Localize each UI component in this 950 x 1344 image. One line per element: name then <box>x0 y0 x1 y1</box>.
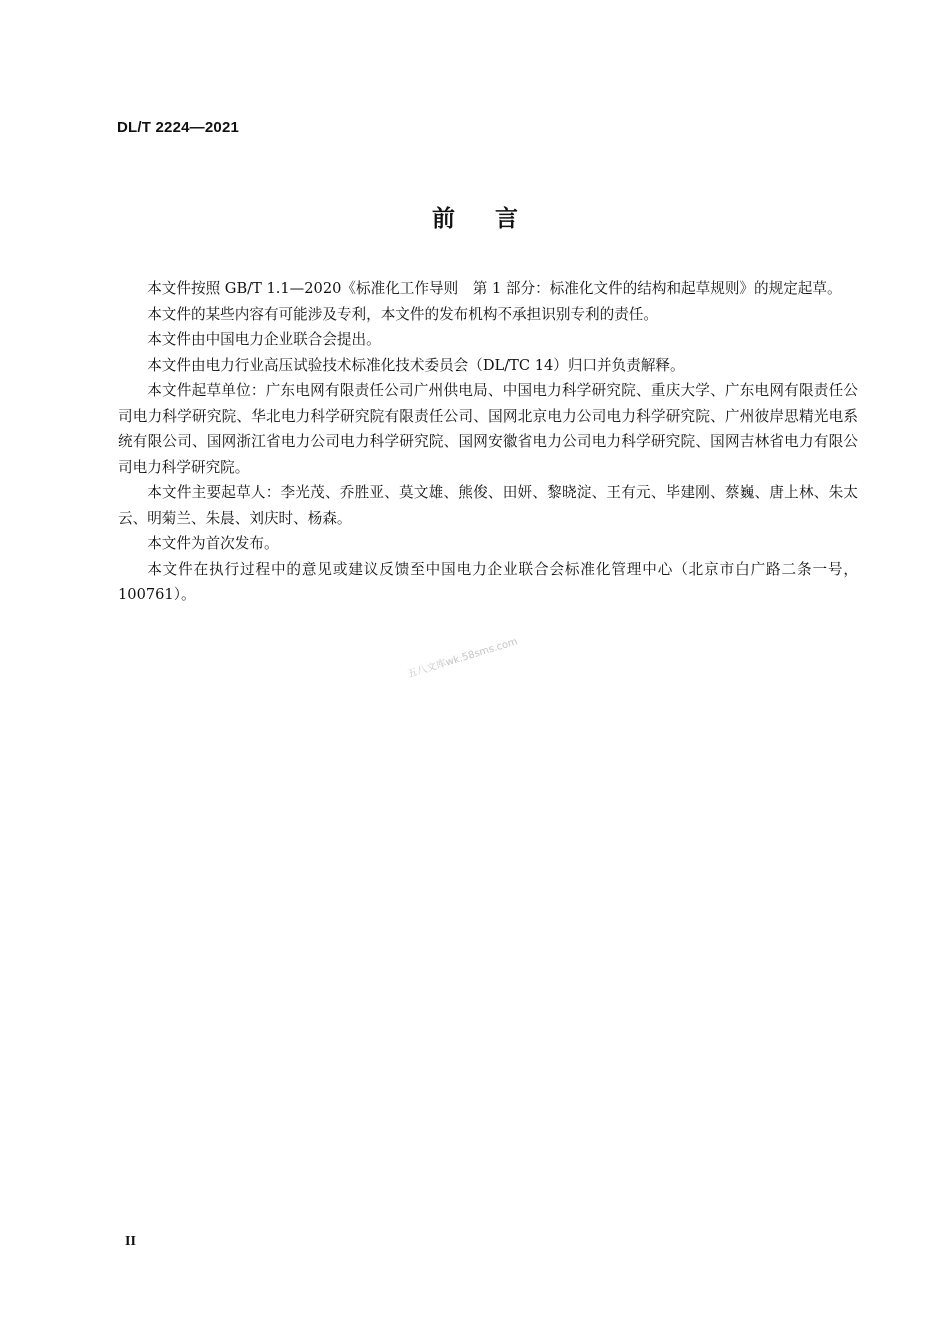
paragraph-first-release: 本文件为首次发布。 <box>147 535 279 552</box>
document-code: DL/T 2224—2021 <box>117 119 240 136</box>
watermark: 五八文库wk.58sms.com <box>406 636 519 681</box>
paragraph-patent-notice: 本文件的某些内容有可能涉及专利，本文件的发布机构不承担识别专利的责任。 <box>147 305 658 323</box>
paragraph-drafting-units: 本文件起草单位：广东电网有限责任公司广州供电局、中国电力科学研究院、重庆大学、广东电网有限责任公司电力科学研究院、华北电力科学研究院有限责任公司、国网北京电力公司电力科学研究院、广州彼岸思精光电系统有限公司、国网浙江省电力公司电力科学研究院、国网安徽省电力公司电力科学研究院、国网吉林省电力有限公司电力科学研究院。 <box>118 382 858 476</box>
paragraph-feedback: 本文件在执行过程中的意见或建议反馈至中国电力企业联合会标准化管理中心（北京市白广路二条一号，100761）。 <box>118 560 858 603</box>
paragraph-committee: 本文件由电力行业高压试验技术标准化技术委员会（DL/TC 14）归口并负责解释。 <box>147 356 685 374</box>
foreword-body <box>118 276 858 608</box>
paragraph-drafters: 本文件主要起草人：李光茂、乔胜亚、莫文雄、熊俊、田妍、黎晓淀、王有元、毕建刚、蔡巍、唐上林、朱太云、明菊兰、朱晨、刘庆时、杨森。 <box>118 484 858 527</box>
paragraph-proposer: 本文件由中国电力企业联合会提出。 <box>147 331 381 348</box>
page-number: II <box>125 1234 136 1249</box>
paragraph-drafting-rules: 本文件按照 GB/T 1.1—2020《标准化工作导则 第 1 部分：标准化文件的结构和起草规则》的规定起草。 <box>147 280 842 297</box>
page-title: 前言 <box>432 206 558 232</box>
